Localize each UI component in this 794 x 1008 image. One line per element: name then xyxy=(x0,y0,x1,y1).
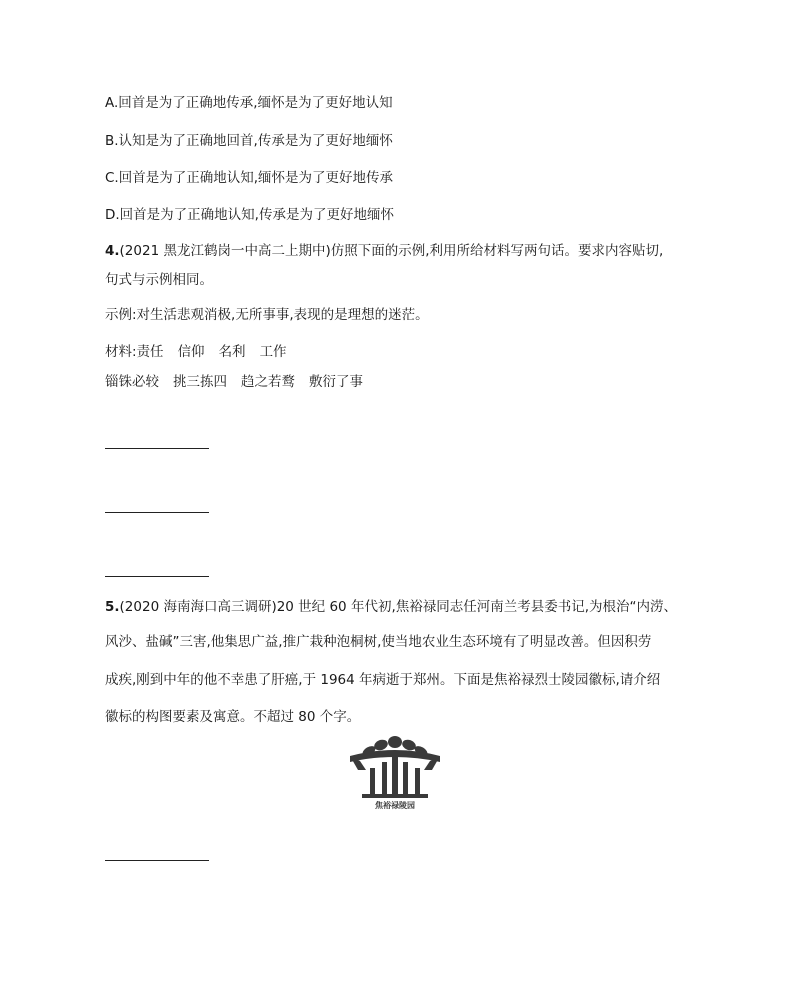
question-5-line-4: 徽标的构图要素及寓意。不超过 80 个字。 xyxy=(105,709,361,725)
question-5-number: 5. xyxy=(105,599,120,615)
option-b: B.认知是为了正确地回首,传承是为了更好地缅怀 xyxy=(105,133,393,149)
question-4-number: 4. xyxy=(105,243,120,259)
question-4-line-1 xyxy=(105,242,663,260)
answer-blank-line[interactable] xyxy=(105,512,209,513)
idiom: 锱铢必较 xyxy=(105,374,159,390)
question-5-stem: (2020 海南海口高三调研)20 世纪 60 年代初,焦裕禄同志任河南兰考县委书记,为根治“内涝、 xyxy=(119,599,678,615)
answer-blank-line[interactable] xyxy=(105,576,209,577)
option-d: D.回首是为了正确地认知,传承是为了更好地缅怀 xyxy=(105,207,394,223)
jiao-yulu-cemetery-emblem xyxy=(348,734,442,810)
material-word: 责任 xyxy=(136,344,164,360)
emblem-caption: 焦裕禄陵园 xyxy=(375,801,415,810)
option-c: C.回首是为了正确地认知,缅怀是为了更好地传承 xyxy=(105,170,394,186)
question-5-line-1 xyxy=(105,598,677,616)
question-4-line-2: 句式与示例相同。 xyxy=(105,272,213,288)
question-5-line-3: 成疾,刚到中年的他不幸患了肝癌,于 1964 年病逝于郑州。下面是焦裕禄烈士陵园徽标,请介绍 xyxy=(105,672,661,688)
materials-label: 材料: xyxy=(105,344,137,360)
question-4-example: 示例:对生活悲观消极,无所事事,表现的是理想的迷茫。 xyxy=(105,307,429,323)
idiom: 趋之若鹜 xyxy=(241,374,295,390)
answer-blank-line[interactable] xyxy=(105,860,209,861)
answer-blank-line[interactable] xyxy=(105,448,209,449)
question-4-materials xyxy=(105,343,287,361)
idiom: 挑三拣四 xyxy=(173,374,227,390)
material-word: 信仰 xyxy=(177,344,205,360)
question-5-line-2: 风沙、盐碱”三害,他集思广益,推广栽种泡桐树,使当地农业生态环境有了明显改善。但因积劳 xyxy=(105,634,652,650)
question-4-idioms xyxy=(105,373,363,391)
question-4-stem: (2021 黑龙江鹤岗一中高二上期中)仿照下面的示例,利用所给材料写两句话。要求内容贴切, xyxy=(119,243,664,259)
material-word: 工作 xyxy=(259,344,287,360)
idiom: 敷衍了事 xyxy=(309,374,363,390)
material-word: 名利 xyxy=(218,344,246,360)
option-a: A.回首是为了正确地传承,缅怀是为了更好地认知 xyxy=(105,95,393,111)
